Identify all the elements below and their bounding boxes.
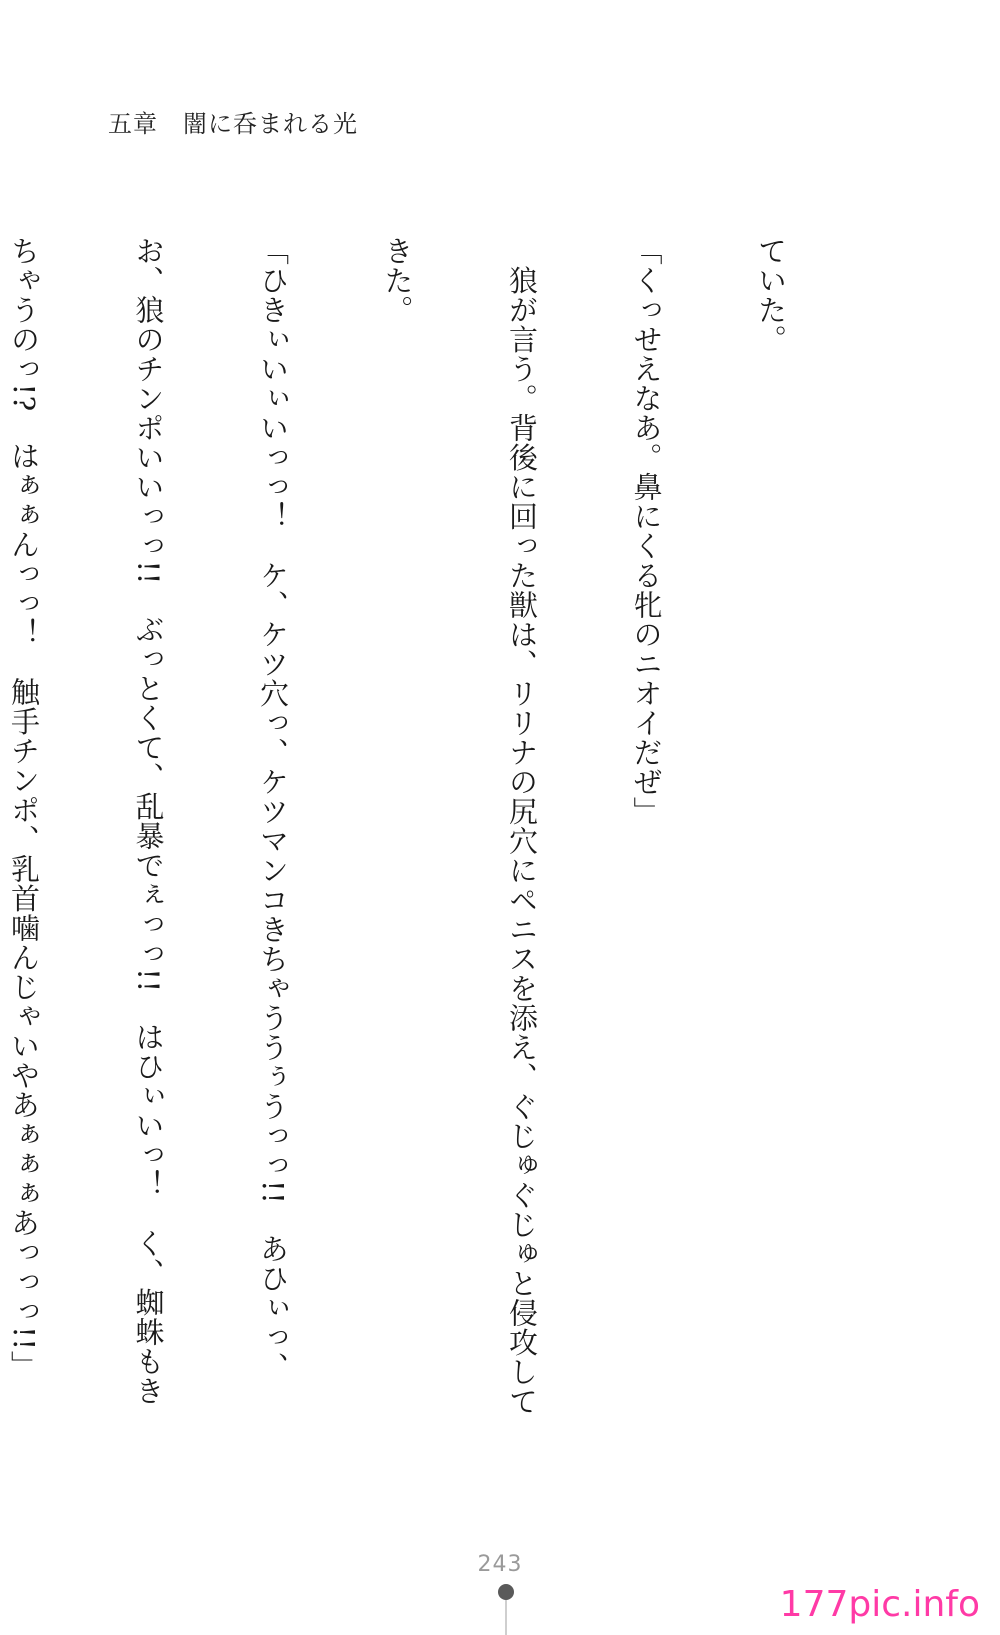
text-line: ちゃうのっ!? はぁぁんっっ！ 触手チンポ、乳首噛んじゃいやあぁぁぁあっっっ!!」 [7,236,41,1381]
text-line: 「ひきぃいぃいっっ！ ケ、ケツ穴っ、ケツマンコきちゃううぅうっっ!! あひぃっ、 [256,236,290,1382]
text-line: 「くっせえなあ。鼻にくる牝のニオイだぜ」 [629,236,664,826]
text-line: 狼が言う。背後に回った獣は、リリナの尻穴にペニスを添え、ぐじゅぐじゅと侵攻して [505,236,539,1416]
page-number: 243 [477,1552,523,1577]
vertical-body-text [7,236,874,1416]
chapter-title: 五章 闇に呑まれる光 [108,110,358,138]
page-marker-dot [498,1584,514,1600]
text-line: お、狼のチンポいいっっ!! ぶっとくて、乱暴でぇっっ!! はひぃいっ！ く、蜘蛛もき [131,236,166,1406]
watermark: 177pic.info [779,1584,980,1625]
text-line: きた。 [380,236,415,325]
text-line: ていた。 [754,236,788,354]
